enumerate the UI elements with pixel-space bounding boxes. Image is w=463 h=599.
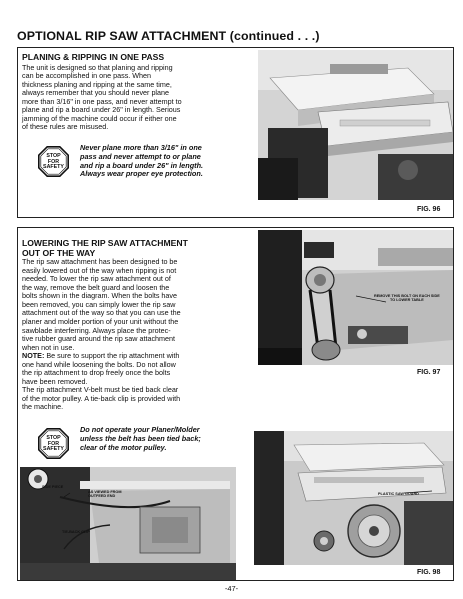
body-line: of these rules are misused. (22, 122, 109, 132)
warning-line: unless the belt has been tied back; (80, 433, 201, 443)
callout-viewed-from (88, 490, 122, 499)
callout-line: OUTFEED END (88, 494, 116, 499)
stop-sign-top: STOP (46, 435, 61, 441)
warning-line: and rip a board under 26" in length. (80, 160, 204, 170)
section-lowering-rip-saw (17, 227, 454, 581)
stop-sign-bottom: SAFETY (43, 446, 64, 452)
body-line: thickness planing and ripping at the same time, (22, 79, 172, 89)
warning-line: Never plane more than 3/16" in one (80, 143, 202, 152)
section1-body (22, 64, 254, 132)
body-line: jamming of the machine could occur if either one (22, 113, 177, 123)
body-line: planer and molder portion of your unit without the (22, 317, 179, 327)
vbelt-line: of the motor pulley. A tie-back clip is provided with (22, 393, 181, 403)
figure-97-label: FIG. 97 (417, 369, 441, 376)
callout-line: AS VIEWED FROM (88, 490, 122, 494)
body-line: more than 3/16" in one pass, and never attempt to (22, 96, 182, 106)
heading-line: LOWERING THE RIP SAW ATTACHMENT (22, 238, 188, 248)
figure-98-photo (254, 431, 453, 565)
body-line: tive rubber guard around the rip saw attachment (22, 334, 176, 344)
figure-96-photo (258, 50, 453, 200)
section-planing-ripping (17, 47, 454, 218)
figure-98-label: FIG. 98 (417, 569, 441, 576)
callout-side-piece: SIDE PIECE (42, 485, 64, 489)
note-first-text: Be sure to support the rip attachment with (44, 351, 180, 361)
note-label: NOTE: (22, 351, 45, 361)
section1-warning-text (80, 144, 252, 179)
body-line: plane and rip a board under 26" in length. Serious (22, 105, 181, 115)
section1-text-column (22, 53, 254, 132)
body-line: The rip saw attachment has been designed to be (22, 257, 178, 267)
page-title: OPTIONAL RIP SAW ATTACHMENT (continued . . .) (17, 29, 320, 43)
body-line: The unit is designed so that planing and ripping (22, 62, 173, 72)
body-line: can be accomplished in one pass. When (22, 71, 152, 81)
callout-plastic-saw-guard: PLASTIC SAW GUARD (378, 492, 419, 496)
vbelt-line: the machine. (22, 402, 64, 412)
callout-line: REMOVE THIS BOLT ON EACH SIDE (374, 294, 440, 298)
body-line: attachment out of the way so that you can use the (22, 308, 181, 318)
section2-heading (22, 239, 254, 258)
note-line: the rip attachment to drop freely once the bolts (22, 368, 171, 378)
heading-line: OUT OF THE WAY (22, 247, 96, 258)
section2-safety-warning (38, 426, 248, 462)
stop-sign-bottom: SAFETY (43, 164, 64, 170)
body-line: bolts shown in the diagram. When the bolts have (22, 291, 178, 301)
section2-warning-text (80, 426, 252, 452)
figure-96-label: FIG. 96 (417, 206, 441, 213)
stop-sign-top: STOP (46, 153, 61, 159)
body-line: the way, remove the belt guard and loosen the (22, 282, 170, 292)
body-line: easily lowered out of the way when ripping is not (22, 265, 177, 275)
stop-sign-middle: FOR (47, 158, 60, 165)
section2-body (22, 258, 254, 412)
body-line: when not in use. (22, 342, 75, 352)
section1-heading: PLANING & RIPPING IN ONE PASS (22, 52, 165, 62)
body-line: always remember that you should never plane (22, 88, 170, 98)
callout-remove-bolt (374, 294, 440, 303)
stop-sign-middle: FOR (47, 440, 60, 447)
warning-line: pass and never attempt to or plane (80, 151, 201, 161)
section1-safety-warning (38, 144, 248, 184)
vbelt-line: The rip attachment V-belt must be tied back clear (22, 385, 179, 395)
warning-line: Do not operate your Planer/Molder (80, 425, 200, 434)
stop-sign-icon (38, 146, 69, 177)
tie-back-inset-photo (20, 467, 236, 580)
body-line: been removed, you can simply lower the rip saw (22, 299, 176, 309)
stop-sign-icon (38, 428, 69, 459)
section2-text-column (22, 239, 254, 412)
body-line: sawblade interferring. Always place the protec- (22, 325, 171, 335)
body-line: needed. To lower the rip saw attachment out of (22, 274, 171, 284)
warning-line: clear of the motor pulley. (80, 442, 167, 452)
callout-tie-back-clip: TIE-BACK CLIP (62, 530, 90, 534)
note-line: have been removed. (22, 376, 88, 386)
callout-line: TO LOWER TABLE (389, 298, 424, 303)
note-line: one hand while loosening the bolts. Do not allow (22, 359, 176, 369)
page-number: -47- (224, 584, 239, 593)
warning-line: Always wear proper eye protection. (80, 169, 203, 179)
